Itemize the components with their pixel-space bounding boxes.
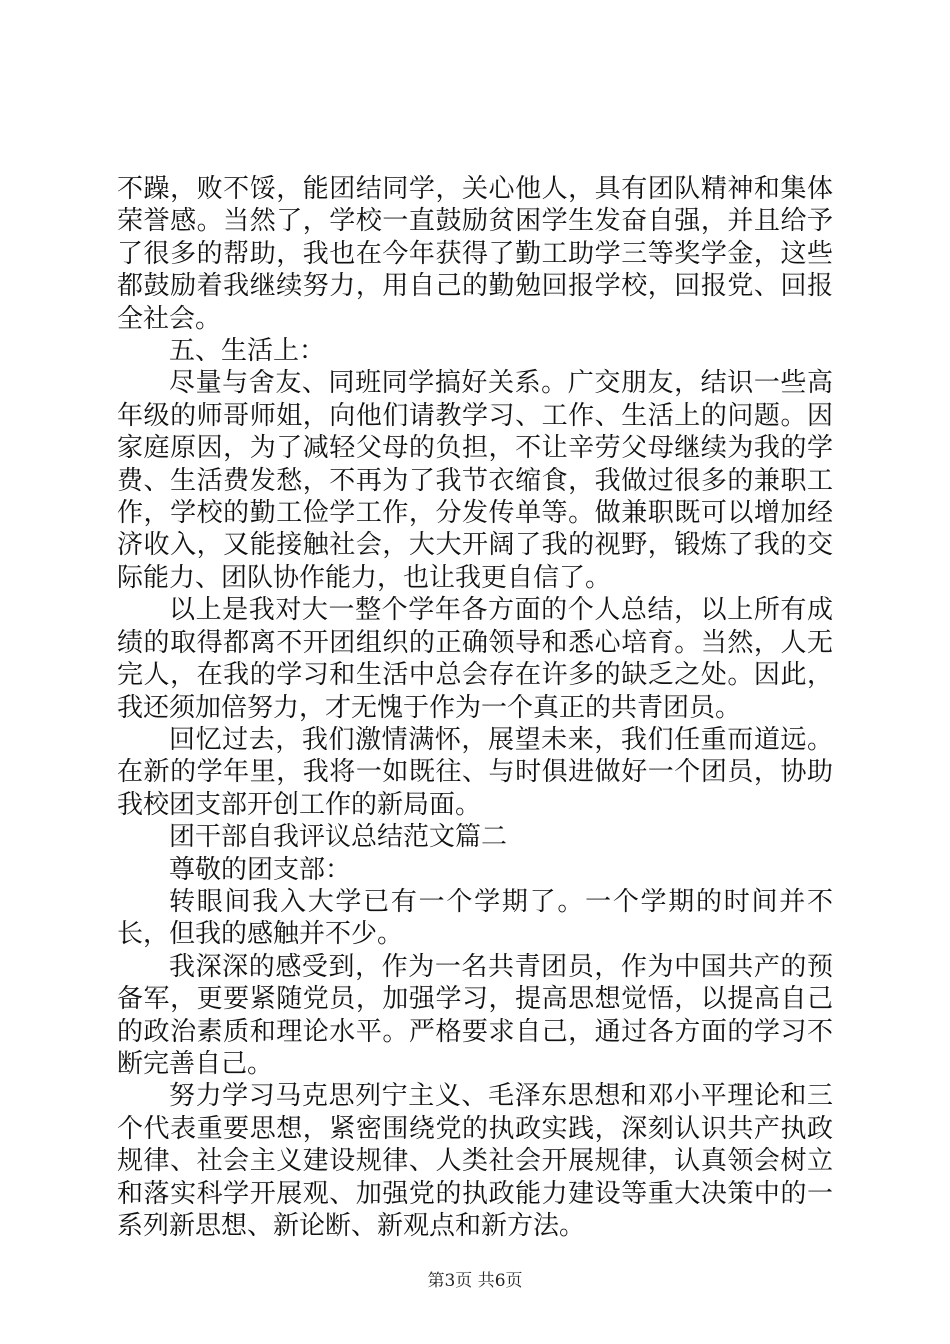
paragraph-life: 尽量与舍友、同班同学搞好关系。广交朋友，结识一些高年级的师哥师姐，向他们请教学习、工作、生活上的问题。因家庭原因，为了减轻父母的负担，不让辛劳父母继续为我的学费、生活费发愁，不再为了我节衣缩食，我做过很多的兼职工作，学校的勤工俭学工作，分发传单等。做兼职既可以增加经济收入，又能接触社会，大大开阔了我的视野，锻炼了我的交际能力、团队协作能力，也让我更自信了。	[117, 368, 833, 593]
paragraph-feelings: 我深深的感受到，作为一名共青团员，作为中国共产的预备军，更要紧随党员，加强学习，提高思想觉悟，以提高自己的政治素质和理论水平。严格要求自己，通过各方面的学习不断完善自己。	[117, 951, 833, 1079]
page-number-footer: 第3页 共6页	[427, 1271, 523, 1291]
paragraph-summary: 以上是我对大一整个学年各方面的个人总结，以上所有成绩的取得都离不开团组织的正确领导和悉心培育。当然，人无完人，在我的学习和生活中总会存在许多的缺乏之处。因此，我还须加倍努力，才无愧于作为一个真正的共青团员。	[117, 595, 833, 723]
paragraph-study-theory: 努力学习马克思列宁主义、毛泽东思想和邓小平理论和三个代表重要思想，紧密围绕党的执政实践，深刻认识共产执政规律、社会主义建设规律、人类社会开展规律，认真领会树立和落实科学开展观、加强党的执政能力建设等重大决策中的一系列新思想、新论断、新观点和新方法。	[117, 1081, 833, 1241]
paragraph-outlook: 回忆过去，我们激情满怀，展望未来，我们任重而道远。在新的学年里，我将一如既往、与时俱进做好一个团员，协助我校团支部开创工作的新局面。	[117, 724, 833, 820]
document-body	[117, 173, 833, 1242]
article-title-part-two: 团干部自我评议总结范文篇二	[169, 822, 508, 853]
salutation: 尊敬的团支部：	[169, 854, 352, 885]
paragraph-continued: 不躁，败不馁，能团结同学，关心他人，具有团队精神和集体荣誉感。当然了，学校一直鼓励贫困学生发奋自强，并且给予了很多的帮助，我也在今年获得了勤工助学三等奖学金，这些都鼓励着我继续努力，用自己的勤勉回报学校，回报党、回报全社会。	[117, 174, 833, 334]
section-heading-life: 五、生活上：	[169, 336, 326, 367]
paragraph-intro: 转眼间我入大学已有一个学期了。一个学期的时间并不长，但我的感触并不少。	[117, 886, 833, 950]
